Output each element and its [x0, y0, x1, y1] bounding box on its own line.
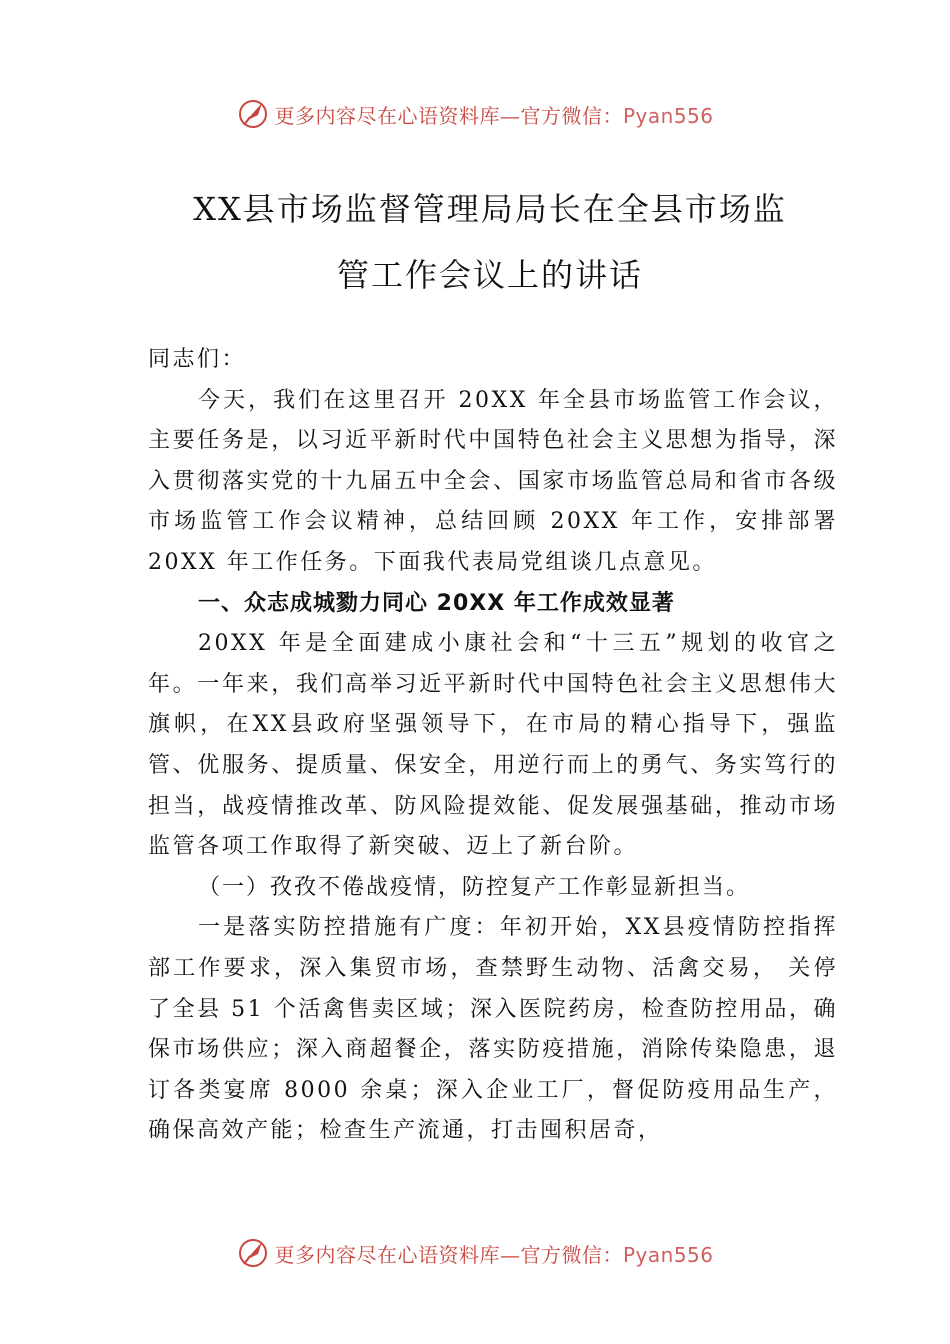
- paragraph-intro: 今天，我们在这里召开 20XX 年全县市场监管工作会议，主要任务是，以习近平新时代中国特色社会主义思想为指导，深入贯彻落实党的十九届五中全会、国家市场监管总局和省市各级市场监管工作会议精神，总结回顾 20XX 年工作，安排部署 20XX 年工作任务。下面我代表局党组谈几点意见。: [148, 387, 838, 575]
- watermark-top: [0, 94, 950, 134]
- quill-logo-icon: [236, 1236, 270, 1270]
- section-heading-1: 一、众志成城勠力同心 20XX 年工作成效显著: [198, 590, 675, 616]
- watermark-text: [274, 1239, 713, 1268]
- subsection-heading-1: （一）孜孜不倦战疫情，防控复产工作彰显新担当。: [198, 874, 751, 900]
- watermark-label: 更多内容尽在心语资料库—官方微信：: [274, 103, 623, 128]
- quill-logo-icon: [236, 97, 270, 131]
- watermark-handle: Pyan556: [622, 1242, 714, 1267]
- salutation: 同志们：: [148, 347, 247, 372]
- watermark-label: 更多内容尽在心语资料库—官方微信：: [274, 1242, 623, 1267]
- watermark-text: [274, 100, 713, 129]
- paragraph-2: 20XX 年是全面建成小康社会和“十三五”规划的收官之年。一年来，我们高举习近平新时代中国特色社会主义思想伟大旗帜，在XX县政府坚强领导下，在市局的精心指导下，强监管、优服务、提质量、保安全，用逆行而上的勇气、务实笃行的担当，战疫情推改革、防风险提效能、促发展强基础，推动市场监管各项工作取得了新突破、迈上了新台阶。: [148, 631, 838, 860]
- watermark-handle: Pyan556: [622, 103, 714, 128]
- document-title: [150, 176, 830, 308]
- document-body: [148, 340, 838, 1152]
- title-line-2: 管工作会议上的讲话: [336, 256, 643, 294]
- title-line-1: XX县市场监督管理局局长在全县市场监: [193, 190, 787, 228]
- paragraph-3: 一是落实防控措施有广度：年初开始，XX县疫情防控指挥部工作要求，深入集贸市场，查禁野生动物、活禽交易， 关停了全县 51 个活禽售卖区域；深入医院药房，检查防控用品，确保市场供应；深入商超餐企，落实防疫措施，消除传染隐患，退订各类宴席 8000 余桌；深入企业工厂，督促防疫用品生产，确保高效产能；检查生产流通，打击囤积居奇，: [148, 915, 838, 1144]
- watermark-bottom: [0, 1233, 950, 1273]
